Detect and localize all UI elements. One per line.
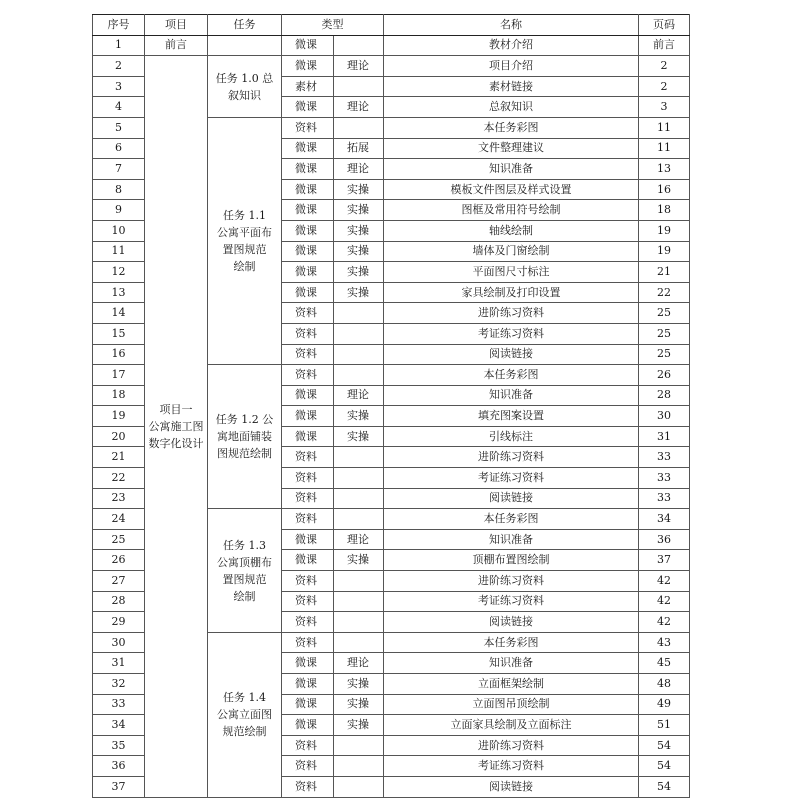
- cell-seq: 26: [93, 550, 145, 571]
- cell-seq: 32: [93, 674, 145, 695]
- task-label-line: 任务 1.4: [223, 691, 266, 705]
- cell-seq: 19: [93, 406, 145, 427]
- header-page: 页码: [639, 15, 690, 36]
- cell-type-primary: 微课: [282, 56, 334, 77]
- cell-type-primary: 微课: [282, 550, 334, 571]
- cell-type-primary: 微课: [282, 159, 334, 180]
- cell-type-primary: 微课: [282, 674, 334, 695]
- cell-page: 54: [639, 776, 690, 797]
- cell-seq: 27: [93, 571, 145, 592]
- cell-name: 进阶练习资料: [384, 735, 639, 756]
- cell-seq: 10: [93, 220, 145, 241]
- cell-name: 引线标注: [384, 426, 639, 447]
- cell-type-primary: 微课: [282, 35, 334, 56]
- cell-type-primary: 资料: [282, 571, 334, 592]
- cell-type-primary: 微课: [282, 426, 334, 447]
- cell-type-secondary: [334, 488, 384, 509]
- cell-seq: 21: [93, 447, 145, 468]
- cell-name: 知识准备: [384, 159, 639, 180]
- cell-type-primary: 微课: [282, 529, 334, 550]
- cell-type-secondary: [334, 756, 384, 777]
- cell-name: 教材介绍: [384, 35, 639, 56]
- cell-type-primary: 微课: [282, 694, 334, 715]
- cell-page: 21: [639, 262, 690, 283]
- cell-name: 本任务彩图: [384, 632, 639, 653]
- cell-page: 34: [639, 509, 690, 530]
- cell-name: 文件整理建议: [384, 138, 639, 159]
- cell-page: 42: [639, 571, 690, 592]
- cell-task-group: [208, 117, 282, 364]
- cell-type-secondary: 实操: [334, 406, 384, 427]
- cell-seq: 4: [93, 97, 145, 118]
- cell-task-group: [208, 509, 282, 633]
- cell-seq: 30: [93, 632, 145, 653]
- cell-page: 33: [639, 447, 690, 468]
- task-label-line: 公寓立面图: [217, 708, 272, 722]
- cell-page: 2: [639, 56, 690, 77]
- cell-seq: 22: [93, 468, 145, 489]
- cell-name: 项目介绍: [384, 56, 639, 77]
- cell-page: 37: [639, 550, 690, 571]
- cell-type-secondary: [334, 35, 384, 56]
- header-seq: 序号: [93, 15, 145, 36]
- cell-seq: 11: [93, 241, 145, 262]
- cell-page: 22: [639, 282, 690, 303]
- cell-type-secondary: [334, 468, 384, 489]
- cell-page: 18: [639, 200, 690, 221]
- cell-type-secondary: [334, 776, 384, 797]
- cell-name: 立面图吊顶绘制: [384, 694, 639, 715]
- cell-type-secondary: 实操: [334, 200, 384, 221]
- cell-page: 48: [639, 674, 690, 695]
- cell-type-primary: 资料: [282, 509, 334, 530]
- cell-page: 51: [639, 715, 690, 736]
- cell-type-secondary: [334, 735, 384, 756]
- cell-type-secondary: 实操: [334, 550, 384, 571]
- cell-task-group: [208, 56, 282, 118]
- header-type: 类型: [282, 15, 384, 36]
- cell-page: 43: [639, 632, 690, 653]
- task-label-line: 任务 1.2 公: [215, 413, 274, 427]
- cell-seq: 25: [93, 529, 145, 550]
- cell-page: 11: [639, 117, 690, 138]
- cell-name: 考证练习资料: [384, 468, 639, 489]
- cell-type-primary: 微课: [282, 220, 334, 241]
- cell-type-primary: 资料: [282, 468, 334, 489]
- cell-page: 33: [639, 468, 690, 489]
- cell-seq: 29: [93, 612, 145, 633]
- cell-seq: 13: [93, 282, 145, 303]
- cell-type-secondary: 理论: [334, 385, 384, 406]
- task-label-line: 公寓平面布: [217, 226, 272, 240]
- header-task: 任务: [208, 15, 282, 36]
- cell-seq: 24: [93, 509, 145, 530]
- cell-page: 36: [639, 529, 690, 550]
- cell-type-primary: 微课: [282, 385, 334, 406]
- cell-name: 进阶练习资料: [384, 303, 639, 324]
- cell-type-primary: 微课: [282, 97, 334, 118]
- task-label-line: 寓地面铺装: [217, 430, 272, 444]
- cell-type-secondary: 实操: [334, 241, 384, 262]
- cell-type-secondary: 实操: [334, 694, 384, 715]
- cell-type-secondary: [334, 344, 384, 365]
- cell-name: 知识准备: [384, 653, 639, 674]
- cell-type-primary: 资料: [282, 612, 334, 633]
- cell-type-secondary: 理论: [334, 529, 384, 550]
- cell-seq: 36: [93, 756, 145, 777]
- resource-index-table: [92, 14, 690, 798]
- cell-name: 顶棚布置图绘制: [384, 550, 639, 571]
- project-label-line: 项目一: [159, 402, 193, 416]
- cell-project-main: [145, 56, 208, 797]
- cell-page: 19: [639, 241, 690, 262]
- cell-seq: 8: [93, 179, 145, 200]
- cell-type-primary: 资料: [282, 756, 334, 777]
- cell-seq: 37: [93, 776, 145, 797]
- cell-seq: 17: [93, 365, 145, 386]
- cell-type-primary: 资料: [282, 344, 334, 365]
- cell-type-primary: 资料: [282, 447, 334, 468]
- cell-type-primary: 资料: [282, 365, 334, 386]
- cell-type-secondary: [334, 76, 384, 97]
- task-label-line: 公寓顶棚布: [217, 555, 272, 569]
- cell-seq: 33: [93, 694, 145, 715]
- cell-seq: 18: [93, 385, 145, 406]
- cell-type-primary: 微课: [282, 262, 334, 283]
- table-row: [93, 56, 690, 77]
- cell-seq: 20: [93, 426, 145, 447]
- cell-seq: 34: [93, 715, 145, 736]
- cell-type-secondary: 实操: [334, 282, 384, 303]
- header-name: 名称: [384, 15, 639, 36]
- cell-type-primary: 资料: [282, 632, 334, 653]
- cell-type-secondary: 实操: [334, 262, 384, 283]
- cell-page: 31: [639, 426, 690, 447]
- task-label-line: 置图规范: [222, 572, 267, 586]
- cell-project-preface: 前言: [145, 35, 208, 56]
- cell-name: 知识准备: [384, 529, 639, 550]
- cell-name: 模板文件图层及样式设置: [384, 179, 639, 200]
- cell-type-primary: 资料: [282, 303, 334, 324]
- cell-type-primary: 微课: [282, 200, 334, 221]
- cell-seq: 2: [93, 56, 145, 77]
- cell-page: 33: [639, 488, 690, 509]
- cell-task-empty: [208, 35, 282, 56]
- cell-type-secondary: [334, 303, 384, 324]
- cell-type-primary: 素材: [282, 76, 334, 97]
- cell-page: 30: [639, 406, 690, 427]
- cell-name: 墙体及门窗绘制: [384, 241, 639, 262]
- cell-name: 立面框架绘制: [384, 674, 639, 695]
- project-label-line: 公寓施工图: [148, 419, 204, 433]
- cell-seq: 16: [93, 344, 145, 365]
- table-row: [93, 35, 690, 56]
- cell-seq: 23: [93, 488, 145, 509]
- task-label-line: 图规范绘制: [217, 447, 272, 461]
- cell-type-primary: 资料: [282, 776, 334, 797]
- task-label-line: 绘制: [233, 260, 256, 274]
- cell-name: 阅读链接: [384, 344, 639, 365]
- task-label-line: 规范绘制: [222, 725, 267, 739]
- cell-type-secondary: [334, 509, 384, 530]
- cell-seq: 9: [93, 200, 145, 221]
- cell-type-primary: 资料: [282, 117, 334, 138]
- cell-page: 25: [639, 344, 690, 365]
- cell-seq: 6: [93, 138, 145, 159]
- cell-type-secondary: [334, 447, 384, 468]
- cell-seq: 14: [93, 303, 145, 324]
- cell-name: 轴线绘制: [384, 220, 639, 241]
- cell-page: 28: [639, 385, 690, 406]
- cell-page: 19: [639, 220, 690, 241]
- cell-type-secondary: 拓展: [334, 138, 384, 159]
- cell-name: 立面家具绘制及立面标注: [384, 715, 639, 736]
- cell-name: 知识准备: [384, 385, 639, 406]
- cell-type-secondary: [334, 365, 384, 386]
- cell-name: 进阶练习资料: [384, 447, 639, 468]
- cell-type-secondary: 实操: [334, 179, 384, 200]
- cell-type-secondary: 实操: [334, 426, 384, 447]
- cell-page: 3: [639, 97, 690, 118]
- task-label-line: 绘制: [233, 589, 256, 603]
- cell-type-secondary: 实操: [334, 220, 384, 241]
- cell-name: 考证练习资料: [384, 323, 639, 344]
- cell-page: 前言: [639, 35, 690, 56]
- cell-seq: 12: [93, 262, 145, 283]
- cell-type-secondary: [334, 612, 384, 633]
- project-label-line: 数字化设计: [148, 436, 204, 450]
- cell-type-secondary: 理论: [334, 97, 384, 118]
- table-header: [93, 15, 690, 36]
- cell-seq: 3: [93, 76, 145, 97]
- cell-type-secondary: [334, 323, 384, 344]
- cell-type-secondary: 理论: [334, 159, 384, 180]
- cell-task-group: [208, 632, 282, 797]
- task-label-line: 任务 1.1: [223, 209, 266, 223]
- cell-page: 26: [639, 365, 690, 386]
- cell-name: 阅读链接: [384, 612, 639, 633]
- cell-page: 2: [639, 76, 690, 97]
- cell-type-primary: 微课: [282, 282, 334, 303]
- cell-type-secondary: [334, 632, 384, 653]
- cell-name: 素材链接: [384, 76, 639, 97]
- cell-type-secondary: 理论: [334, 56, 384, 77]
- cell-name: 阅读链接: [384, 488, 639, 509]
- cell-page: 45: [639, 653, 690, 674]
- cell-seq: 31: [93, 653, 145, 674]
- task-label-line: 任务 1.3: [223, 538, 266, 552]
- cell-type-primary: 资料: [282, 591, 334, 612]
- cell-type-primary: 微课: [282, 241, 334, 262]
- cell-type-secondary: 实操: [334, 715, 384, 736]
- cell-name: 进阶练习资料: [384, 571, 639, 592]
- cell-page: 16: [639, 179, 690, 200]
- cell-task-group: [208, 365, 282, 509]
- cell-page: 42: [639, 591, 690, 612]
- cell-name: 本任务彩图: [384, 365, 639, 386]
- cell-type-primary: 微课: [282, 715, 334, 736]
- cell-type-secondary: 实操: [334, 674, 384, 695]
- cell-name: 填充图案设置: [384, 406, 639, 427]
- cell-type-primary: 微课: [282, 406, 334, 427]
- cell-name: 本任务彩图: [384, 509, 639, 530]
- cell-type-primary: 资料: [282, 323, 334, 344]
- cell-type-primary: 资料: [282, 735, 334, 756]
- cell-name: 平面图尺寸标注: [384, 262, 639, 283]
- task-label-line: 任务 1.0 总: [215, 71, 274, 85]
- cell-page: 13: [639, 159, 690, 180]
- cell-name: 本任务彩图: [384, 117, 639, 138]
- cell-name: 考证练习资料: [384, 591, 639, 612]
- cell-type-secondary: 理论: [334, 653, 384, 674]
- cell-page: 49: [639, 694, 690, 715]
- cell-page: 54: [639, 756, 690, 777]
- cell-type-primary: 微课: [282, 653, 334, 674]
- cell-seq: 28: [93, 591, 145, 612]
- table-body: [93, 35, 690, 797]
- task-label-line: 叙知识: [228, 88, 261, 102]
- cell-name: 阅读链接: [384, 776, 639, 797]
- cell-name: 考证练习资料: [384, 756, 639, 777]
- task-label-line: 置图规范: [222, 243, 267, 257]
- cell-page: 25: [639, 303, 690, 324]
- cell-page: 11: [639, 138, 690, 159]
- cell-seq: 7: [93, 159, 145, 180]
- cell-type-primary: 资料: [282, 488, 334, 509]
- cell-page: 54: [639, 735, 690, 756]
- cell-name: 家具绘制及打印设置: [384, 282, 639, 303]
- cell-seq: 5: [93, 117, 145, 138]
- cell-type-secondary: [334, 571, 384, 592]
- cell-name: 图框及常用符号绘制: [384, 200, 639, 221]
- header-project: 项目: [145, 15, 208, 36]
- header-row: [93, 15, 690, 36]
- cell-type-secondary: [334, 117, 384, 138]
- cell-type-primary: 微课: [282, 179, 334, 200]
- cell-seq: 15: [93, 323, 145, 344]
- cell-page: 42: [639, 612, 690, 633]
- cell-seq: 35: [93, 735, 145, 756]
- cell-seq: 1: [93, 35, 145, 56]
- cell-type-primary: 微课: [282, 138, 334, 159]
- cell-name: 总叙知识: [384, 97, 639, 118]
- cell-type-secondary: [334, 591, 384, 612]
- cell-page: 25: [639, 323, 690, 344]
